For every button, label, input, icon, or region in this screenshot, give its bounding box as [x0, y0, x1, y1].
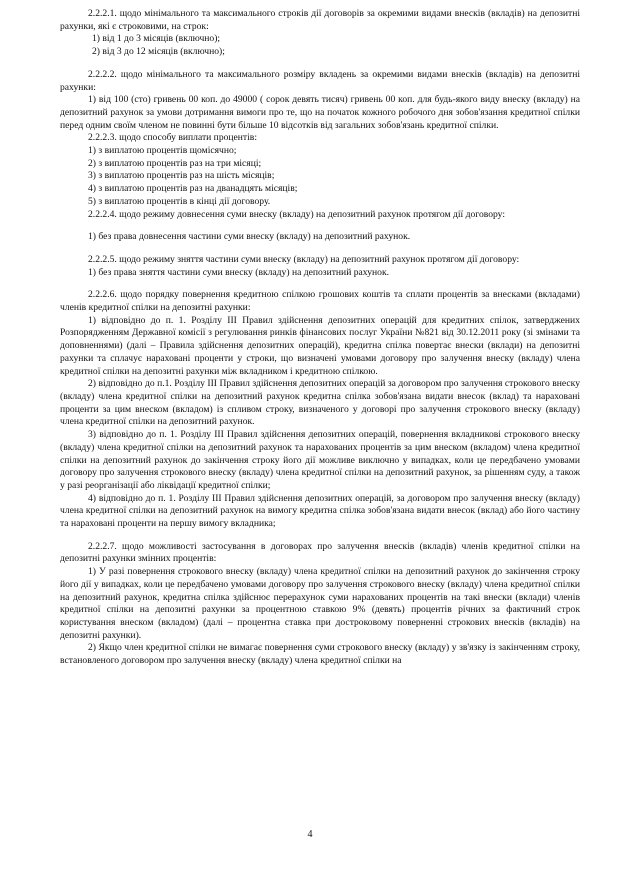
- page-number: 4: [307, 829, 313, 840]
- spacer: [60, 59, 580, 69]
- list-item: 2) з виплатою процентів раз на три місяці;: [88, 157, 262, 169]
- clause-2-2-2-5: 2.2.2.5. щодо режиму зняття частини суми внеску (вкладу) на депозитний рахунок протягом дії договору:: [88, 253, 520, 265]
- list-item: 1) від 100 (сто) гривень 00 коп. до 49000 ( сорок девять тисяч) гривень 00 коп. для будь-якого виду внеску (вкладу) на депозитний рахунок за умови дотримання вимоги про те, що на початок кожного робочого дня зобов'язання кредитної спілки перед одним своїм членом не повинні бути більше 10 відсотків від загальних зобов'язань кредитної спілки.: [60, 94, 580, 131]
- list-item: 1) з виплатою процентів щомісячно;: [88, 145, 237, 157]
- list-item: 5) з виплатою процентів в кінці дії договору.: [88, 195, 271, 207]
- list-item: 2) від 3 до 12 місяців (включно);: [92, 46, 225, 58]
- clause-2-2-2-1: 2.2.2.1. щодо мінімального та максимального строків дії договорів за окремими видами внесків (вкладів) на депозитні рахунки, які є строковими, на строк:: [60, 8, 580, 32]
- document-body: [60, 8, 580, 668]
- list-item: 4) відповідно до п. 1. Розділу ІІІ Правил здійснення депозитних операцій, за договором про залучення внеску (вкладу) члена кредитної спілки на депозитний рахунок на вимогу кредитна спілка зобов'язана видати внесок (вклад) або його частину та нараховані проценти на першу вимогу вкладника;: [60, 492, 580, 530]
- clause-2-2-2-3: 2.2.2.3. щодо способу виплати процентів:: [88, 132, 257, 144]
- list-item: 1) У разі повернення строкового внеску (вкладу) члена кредитної спілки на депозитний рахунок до закінчення строку його дії у випадках, коли це передбачено умовами договору про залучення строкового внеску (вкладу) члена кредитної спілки на депозитний рахунок, кредитна спілка здійснює перерахунок суми нарахованих процентів на такі внески (вклади) членів кредитної спілки на депозитні рахунки за процентною ставкою 9% (девять) процентів річних за фактичний строк користування внеском (вкладом) (далі – процентна ставка при достроковому поверненні строкових внесків (вкладів) на депозитні рахунки).: [60, 566, 580, 641]
- spacer: [60, 244, 580, 254]
- list-item: 1) від 1 до 3 місяців (включно);: [92, 33, 221, 45]
- list-item: 1) відповідно до п. 1. Розділу ІІІ Правил здійснення депозитних операцій для кредитних спілок, затверджених Розпорядженням Державної комісії з регулювання ринків фінансових послуг України №821 від 30.12.2011 року (зі змінами та доповненнями) (далі – Правила здійснення депозитних операцій), кредитна спілка повертає внески (вклади) на депозитні рахунки та сплачує нараховані проценти у строки, що визначені умовами договору про залучення внеску (вкладу) члена кредитної спілки на депозитні рахунки між вкладником і кредитною спілкою.: [60, 314, 580, 377]
- list-item: 3) з виплатою процентів раз на шість місяців;: [88, 170, 275, 182]
- clause-2-2-2-6: 2.2.2.6. щодо порядку повернення кредитною спілкою грошових коштів та сплати процентів за внесками (вкладами) членів кредитної спілки на депозитні рахунки:: [60, 289, 580, 314]
- clause-2-2-2-7: 2.2.2.7. щодо можливості застосування в договорах про залучення внесків (вкладів) членів кредитної спілки на депозитні рахунки змінних процентів:: [60, 540, 580, 565]
- spacer: [60, 531, 580, 541]
- clause-2-2-2-4: 2.2.2.4. щодо режиму довнесення суми внеску (вкладу) на депозитний рахунок протягом дії договору:: [88, 208, 506, 220]
- list-item: 2) Якщо член кредитної спілки не вимагає повернення суми строкового внеску (вкладу) у зв'язку із закінченням строку, встановленого договором про залучення внеску (вкладу) члена кредитної спілки на: [60, 642, 580, 667]
- spacer: [60, 221, 580, 231]
- list-item: 3) відповідно до п. 1. Розділу ІІІ Правил здійснення депозитних операцій, повернення вкладникові строкового внеску (вкладу) члена кредитної спілки на депозитний рахунок та нарахованих процентів за цим внеском (вкладом) члена кредитної спілки на депозитний рахунок до закінчення строку його дії можливе виключно у випадках, коли це передбачено умовами договору про залучення строкового внеску (вкладу) члена кредитної спілки на депозитний рахунок, за рішенням суду, а також у разі реорганізації або ліквідації кредитної спілки;: [60, 429, 580, 491]
- list-item: 1) без права довнесення частини суми внеску (вкладу) на депозитний рахунок.: [88, 231, 411, 243]
- list-item: 2) відповідно до п.1. Розділу ІІІ Правил здійснення депозитних операцій за договором про залучення строкового внеску (вкладу) члена кредитної спілки на депозитний рахунок кредитна спілка зобов'язана видати внесок (вклад) та нараховані проценти за цим внеском (вкладом) із спливом строку, визначеного у договорі про залучення строкового внеску (вкладу) члена кредитної спілки на депозитний рахунок.: [60, 378, 580, 428]
- spacer: [60, 279, 580, 289]
- list-item: 1) без права зняття частини суми внеску (вкладу) на депозитний рахунок.: [88, 266, 389, 278]
- list-item: 4) з виплатою процентів раз на дванадцять місяців;: [88, 183, 298, 195]
- clause-2-2-2-2: 2.2.2.2. щодо мінімального та максимального розміру вкладень за окремими видами внесків (вкладів) на депозитні рахунки:: [60, 68, 580, 93]
